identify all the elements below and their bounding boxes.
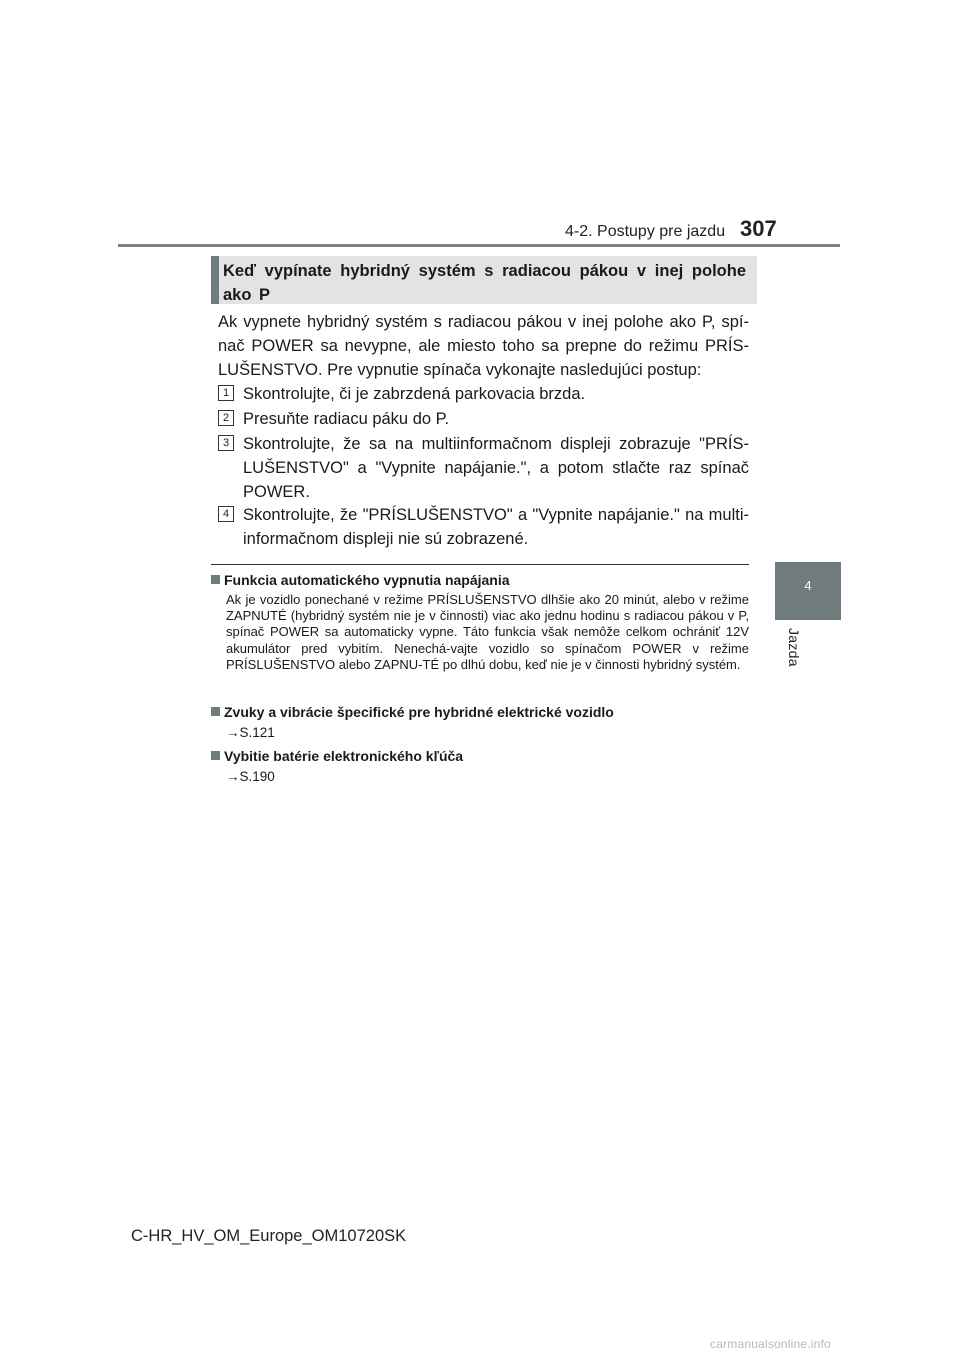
note-heading xyxy=(211,747,463,765)
section-title: Keď vypínate hybridný systém s radiacou pákou v inej polohe ako P xyxy=(223,262,746,304)
section-divider xyxy=(211,564,749,565)
step-number-badge: 3 xyxy=(218,435,234,451)
step-number-badge: 1 xyxy=(218,385,234,401)
page-reference-link[interactable]: →S.121 xyxy=(226,725,275,740)
bullet-square-icon xyxy=(211,707,220,716)
chapter-tab-label: Jazda xyxy=(786,628,802,667)
step-text: Presuňte radiacu páku do P. xyxy=(243,410,450,428)
chapter-tab-number: 4 xyxy=(804,578,812,593)
bullet-square-icon xyxy=(211,575,220,584)
page-number: 307 xyxy=(740,216,777,241)
bullet-square-icon xyxy=(211,751,220,760)
page-reference-link[interactable]: →S.190 xyxy=(226,769,275,784)
watermark-text: carmanualsonline.info xyxy=(710,1337,831,1351)
note-heading xyxy=(211,703,614,721)
note-heading-text: Zvuky a vibrácie špecifické pre hybridné elektrické vozidlo xyxy=(224,704,614,720)
step-text: Skontrolujte, že "PRÍSLUŠENSTVO" a "Vypnite napájanie." na multi-informačnom displeji nie sú zobrazené. xyxy=(243,506,749,548)
header-section-title: 4-2. Postupy pre jazdu xyxy=(565,223,726,240)
note-heading xyxy=(211,571,510,589)
step-number-badge: 4 xyxy=(218,506,234,522)
step-text: Skontrolujte, že sa na multiinformačnom displeji zobrazuje "PRÍS-LUŠENSTVO" a "Vypnite napájanie.", a potom stlačte raz spínač POWER. xyxy=(243,435,749,501)
note-body: Ak je vozidlo ponechané v režime PRÍSLUŠENSTVO dlhšie ako 20 minút, alebo v režime ZAPNUTÉ (hybridný systém nie je v činnosti) viac ako jednu hodinu s radiacou pákou v P, spínač POWER sa automaticky vypne. Táto funkcia však nemôže celkom ochrániť 12V akumulátor pred vybitím. Nenechá-vajte vozidlo so spínačom POWER v režime PRÍSLUŠENSTVO alebo ZAPNU-TÉ po dlhú dobu, keď nie je v činnosti hybridný systém. xyxy=(226,592,749,672)
step-number-badge: 2 xyxy=(218,410,234,426)
step-text: Skontrolujte, či je zabrzdená parkovacia brzda. xyxy=(243,385,586,403)
intro-paragraph: Ak vypnete hybridný systém s radiacou pákou v inej polohe ako P, spí-nač POWER sa nevypne, ale miesto toho sa prepne do režimu PRÍS-LUŠENSTVO. Pre vypnutie spínača vykonajte nasledujúci postup: xyxy=(218,313,749,379)
document-code-footer: C-HR_HV_OM_Europe_OM10720SK xyxy=(131,1227,407,1245)
note-heading-text: Vybitie batérie elektronického kľúča xyxy=(224,748,464,764)
note-heading-text: Funkcia automatického vypnutia napájania xyxy=(224,572,510,588)
header-divider xyxy=(118,244,840,247)
